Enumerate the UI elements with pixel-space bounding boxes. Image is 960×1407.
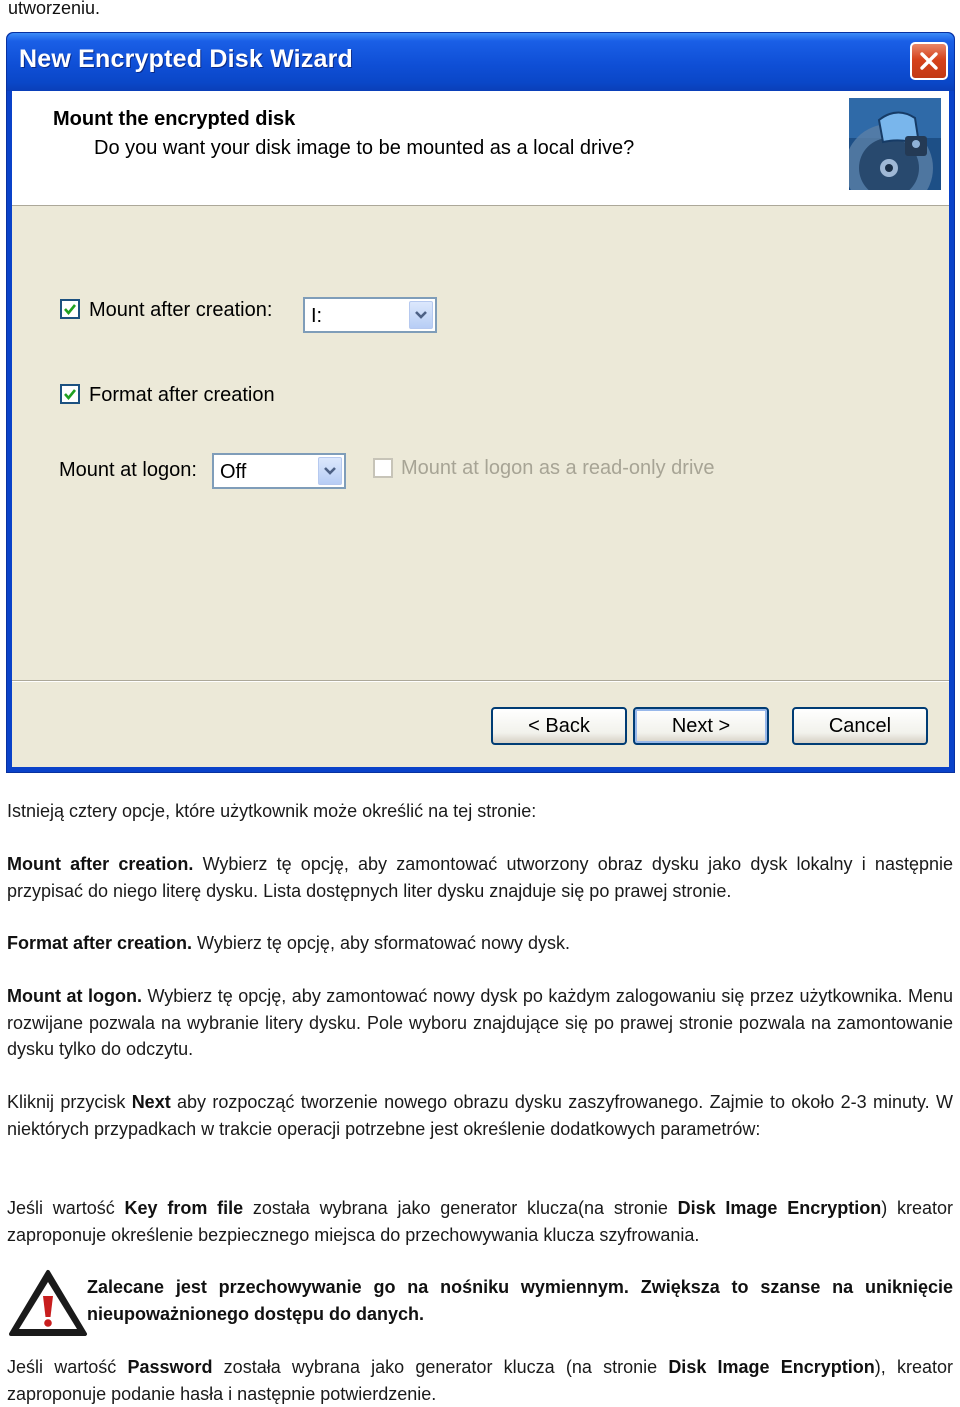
term: Disk Image Encryption xyxy=(668,1357,875,1377)
mount-at-logon-label: Mount at logon: xyxy=(59,459,197,481)
password-paragraph xyxy=(7,1354,953,1407)
mount-at-logon-description xyxy=(7,983,953,1063)
text-post: ) kreator zaproponuje określenie bezpiecznego miejsca do przechowywania klucza szyfrowania. xyxy=(7,1198,953,1245)
back-button[interactable]: < Back xyxy=(491,707,627,745)
next-description xyxy=(7,1089,953,1142)
drive-letter-select[interactable] xyxy=(303,297,437,333)
term: Password xyxy=(127,1357,213,1377)
previous-page-fragment: utworzeniu. xyxy=(8,0,101,18)
text-mid: została wybrana jako generator klucza (na stronie xyxy=(212,1357,669,1377)
checkmark-icon xyxy=(63,387,77,401)
term: Disk Image Encryption xyxy=(677,1198,882,1218)
wizard-window xyxy=(6,32,955,773)
wizard-header xyxy=(12,91,949,206)
term: Mount after creation. xyxy=(7,854,194,874)
format-after-creation-checkbox[interactable] xyxy=(60,384,80,404)
term: Next xyxy=(131,1092,171,1112)
page-subtitle: Do you want your disk image to be mounted as a local drive? xyxy=(94,137,635,159)
next-button[interactable]: Next > xyxy=(633,707,769,745)
text-pre: Kliknij przycisk xyxy=(7,1092,132,1112)
mount-at-logon-select[interactable] xyxy=(212,453,346,489)
cancel-button[interactable]: Cancel xyxy=(792,707,928,745)
mount-after-creation-label: Mount after creation: xyxy=(89,299,273,321)
checkmark-icon xyxy=(63,302,77,316)
mount-after-creation-description xyxy=(7,851,953,904)
text-mid: została wybrana jako generator klucza(na stronie xyxy=(243,1198,678,1218)
text-pre: Jeśli wartość xyxy=(7,1198,125,1218)
format-after-creation-description xyxy=(7,930,953,957)
description-text: Wybierz tę opcję, aby zamontować nowy dysk po każdym zalogowaniu się przez użytkownika. Menu rozwijane pozwala na wybranie litery dysku. Pole wyboru znajdujące się po prawej stronie pozwala na zamontowanie dysku tylko do odczytu. xyxy=(7,986,953,1059)
text-pre: Jeśli wartość xyxy=(7,1357,128,1377)
description-text: Wybierz tę opcję, aby sformatować nowy dysk. xyxy=(192,933,571,953)
mount-after-creation-checkbox[interactable] xyxy=(60,299,80,319)
read-only-label: Mount at logon as a read-only drive xyxy=(401,457,715,479)
mount-at-logon-value: Off xyxy=(220,461,247,483)
description-text: Wybierz tę opcję, aby zamontować utworzony obraz dysku jako dysk lokalny i następnie przypisać do niego literę dysku. Lista dostępnych liter dysku znajduje się po prawej stronie. xyxy=(7,854,953,901)
footer-divider xyxy=(12,680,949,682)
title-bar[interactable] xyxy=(7,33,954,91)
chevron-down-icon[interactable] xyxy=(409,301,433,329)
drive-letter-value: I: xyxy=(311,305,323,327)
chevron-down-icon[interactable] xyxy=(318,457,342,485)
warning-icon xyxy=(7,1268,89,1338)
close-icon xyxy=(918,50,940,72)
wizard-client-area xyxy=(12,91,949,767)
intro-paragraph: Istnieją cztery opcje, które użytkownik może określić na tej stronie: xyxy=(7,801,537,821)
term: Mount at logon. xyxy=(7,986,142,1006)
encrypted-disk-icon xyxy=(849,98,941,190)
format-after-creation-label: Format after creation xyxy=(89,384,275,406)
read-only-checkbox[interactable] xyxy=(373,458,393,478)
warning-text: Zalecane jest przechowywanie go na nośniku wymiennym. Zwiększa to szanse na uniknięcie nieupoważnionego dostępu do danych. xyxy=(87,1277,953,1324)
close-button[interactable] xyxy=(910,42,948,80)
term: Format after creation. xyxy=(7,933,193,953)
page-title: Mount the encrypted disk xyxy=(53,108,296,130)
term: Key from file xyxy=(124,1198,244,1218)
description-text: aby rozpocząć tworzenie nowego obrazu dysku zaszyfrowanego. Zajmie to około 2-3 minuty. W niektórych przypadkach w trakcie operacji potrzebne jest określenie dodatkowych parametrów: xyxy=(7,1092,953,1139)
text-post: ), kreator zaproponuje podanie hasła i następnie potwierdzenie. xyxy=(7,1357,953,1404)
key-from-file-paragraph xyxy=(7,1195,953,1248)
window-title: New Encrypted Disk Wizard xyxy=(19,45,354,73)
